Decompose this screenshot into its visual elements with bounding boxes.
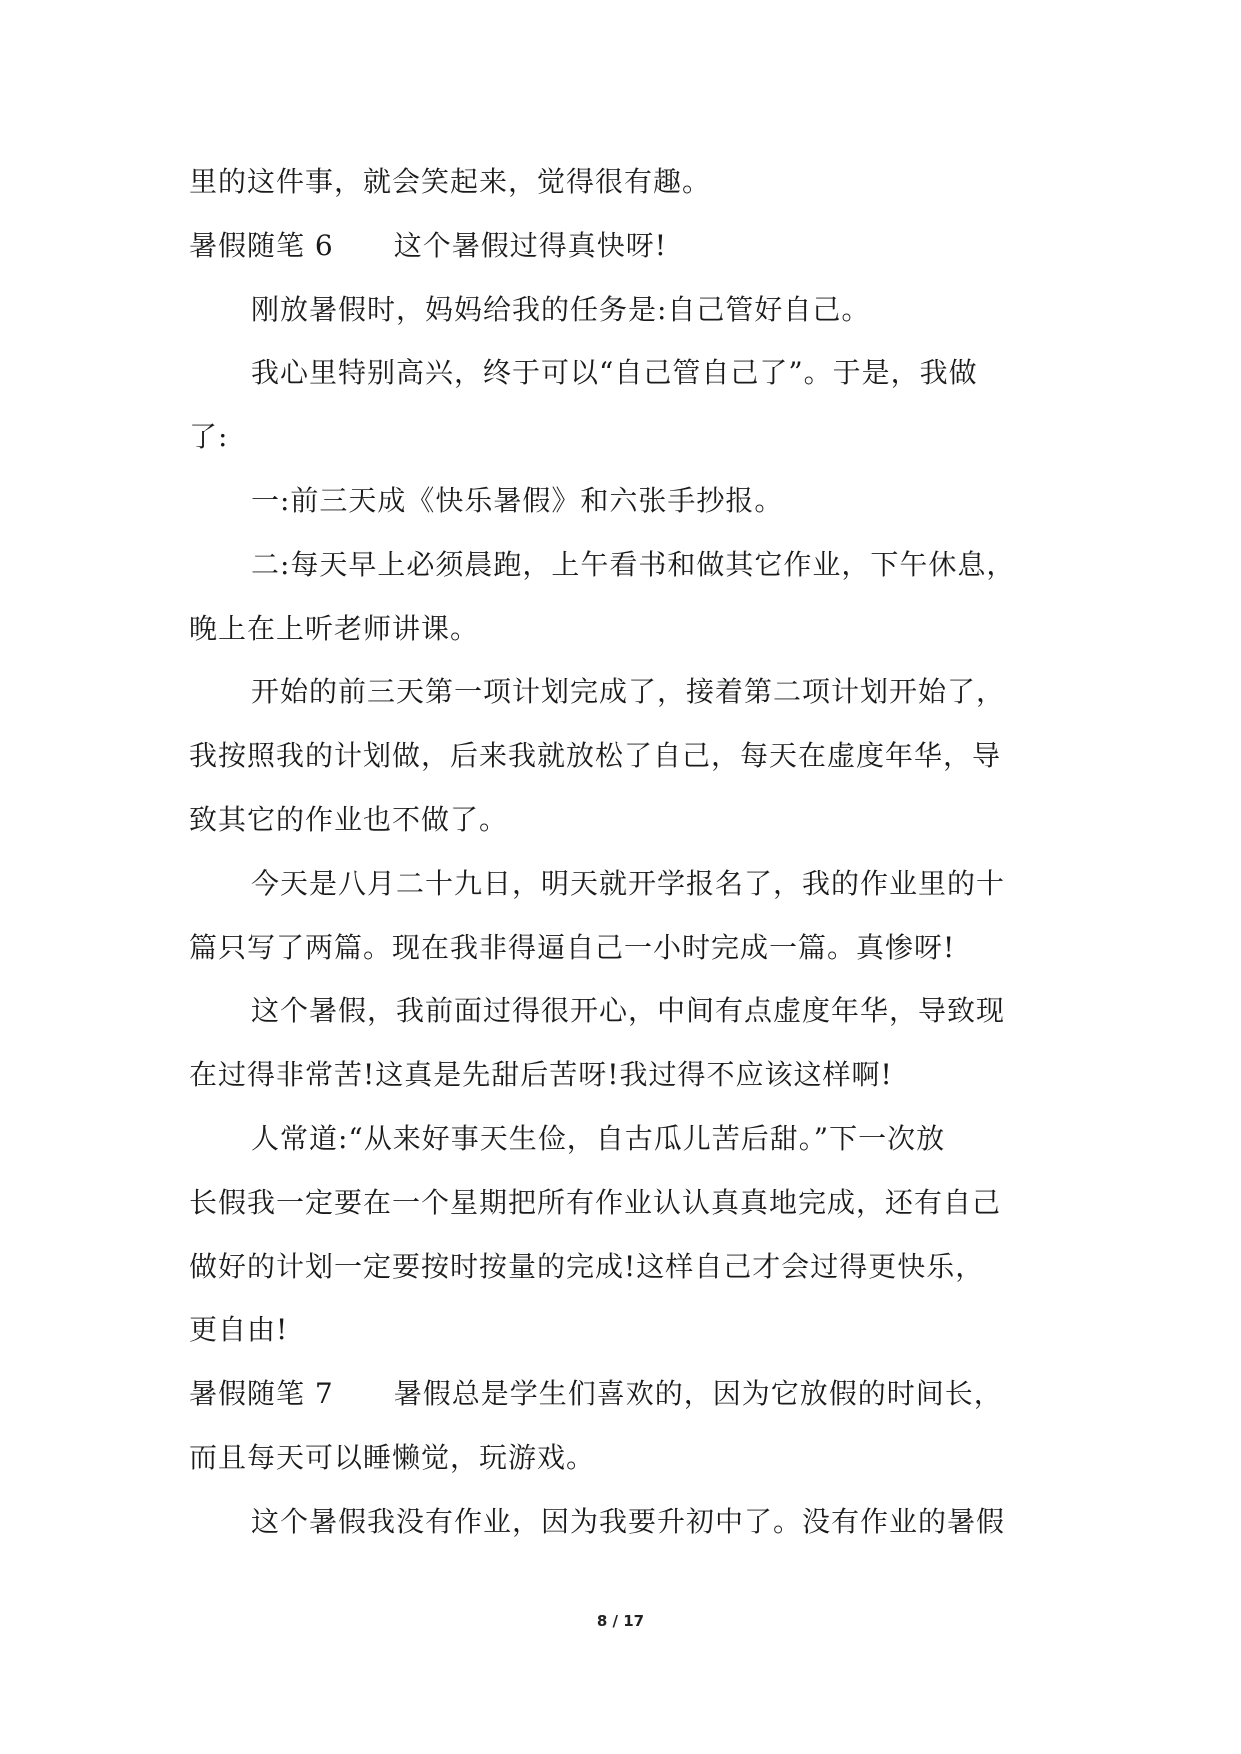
section-heading-7 — [189, 1362, 1059, 1426]
paragraph-line: 篇只写了两篇。现在我非得逼自己一小时完成一篇。真惨呀! — [189, 930, 956, 964]
paragraph-line: 一:前三天成《快乐暑假》和六张手抄报。 — [251, 483, 784, 517]
document-body — [189, 150, 1059, 1554]
paragraph-line: 做好的计划一定要按时按量的完成!这样自己才会过得更快乐， — [189, 1249, 985, 1283]
heading-label: 暑假随笔 6 — [189, 228, 334, 262]
paragraph-line: 长假我一定要在一个星期把所有作业认认真真地完成，还有自己 — [189, 1185, 1002, 1219]
section-heading-6 — [189, 214, 1059, 278]
paragraph-line: 人常道:“从来好事天生俭，自古瓜儿苦后甜。”下一次放 — [251, 1121, 946, 1155]
paragraph-line: 这个暑假我没有作业，因为我要升初中了。没有作业的暑假 — [251, 1504, 1006, 1538]
paragraph-line: 致其它的作业也不做了。 — [189, 802, 509, 836]
heading-text: 暑假总是学生们喜欢的，因为它放假的时间长， — [393, 1377, 1003, 1411]
paragraph-line: 了: — [189, 420, 229, 454]
paragraph-line: 晚上在上听老师讲课。 — [189, 611, 480, 645]
heading-label: 暑假随笔 7 — [189, 1377, 334, 1411]
paragraph-line: 更自由! — [189, 1313, 289, 1347]
paragraph-line: 刚放暑假时，妈妈给我的任务是:自己管好自己。 — [251, 292, 871, 326]
paragraph-line: 二:每天早上必须晨跑，上午看书和做其它作业，下午休息， — [251, 547, 1016, 581]
paragraph-line: 今天是八月二十九日，明天就开学报名了，我的作业里的十 — [251, 866, 1006, 900]
paragraph-line: 开始的前三天第一项计划完成了，接着第二项计划开始了， — [251, 675, 1006, 709]
paragraph-line: 而且每天可以睡懒觉，玩游戏。 — [189, 1440, 596, 1474]
paragraph-line: 我心里特别高兴，终于可以“自己管自己了”。于是，我做 — [251, 356, 978, 390]
paragraph-line: 里的这件事，就会笑起来，觉得很有趣。 — [189, 165, 712, 198]
heading-text: 这个暑假过得真快呀! — [393, 228, 667, 262]
paragraph-line: 这个暑假，我前面过得很开心，中间有点虚度年华，导致现 — [251, 994, 1006, 1028]
paragraph-line: 我按照我的计划做，后来我就放松了自己，每天在虚度年华，导 — [189, 739, 1002, 773]
page-number: 8 / 17 — [596, 1612, 645, 1630]
paragraph-line: 在过得非常苦!这真是先甜后苦呀!我过得不应该这样啊! — [189, 1058, 893, 1092]
